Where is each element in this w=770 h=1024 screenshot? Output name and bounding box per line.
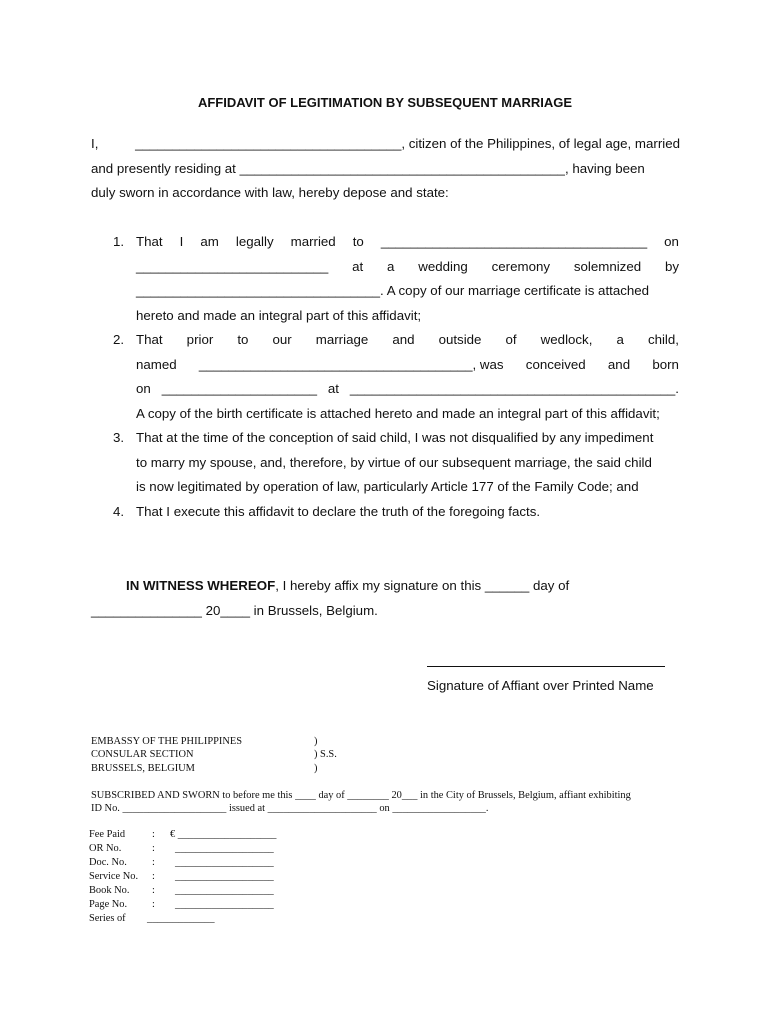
item-text: on bbox=[136, 381, 151, 396]
fee-colon: : bbox=[152, 843, 155, 854]
witness-text: , I hereby affix my signature on this ______ day of bbox=[275, 578, 570, 593]
venue-bracket-1: ) bbox=[314, 736, 318, 747]
fee-label: Service No. bbox=[89, 871, 139, 882]
item-text: born bbox=[652, 356, 679, 372]
item-number: 2. bbox=[113, 332, 125, 347]
item-text: married bbox=[290, 234, 336, 249]
item-3-line-1 bbox=[136, 430, 653, 445]
venue-line-1: EMBASSY OF THE PHILIPPINES bbox=[91, 736, 242, 747]
item-text: wedding bbox=[418, 258, 468, 274]
item-text: wedlock, bbox=[540, 332, 593, 347]
venue-line-2: CONSULAR SECTION bbox=[91, 749, 194, 760]
item-text: named bbox=[136, 356, 177, 372]
item-text: to marry my spouse, and, therefore, by virtue of our subsequent marriage, the said child bbox=[136, 454, 652, 470]
item-text: at bbox=[352, 258, 364, 274]
item-text: __________________________ bbox=[136, 258, 329, 274]
item-text: solemnized bbox=[573, 258, 642, 274]
item-2-line-3 bbox=[136, 381, 679, 396]
fee-value: ___________________ bbox=[175, 885, 274, 896]
item-text: our bbox=[272, 332, 292, 347]
item-text: to bbox=[352, 234, 364, 249]
item-text: marriage bbox=[315, 332, 369, 347]
fee-colon: : bbox=[152, 829, 155, 840]
fee-colon: : bbox=[152, 885, 155, 896]
signature-line bbox=[427, 666, 665, 667]
jurat-line-1: SUBSCRIBED AND SWORN to before me this ____ day of ________ 20___ in the City of Brussels, Belgium, affiant exhibiting bbox=[91, 790, 631, 801]
fee-value: ___________________ bbox=[175, 857, 274, 868]
intro-line-3: duly sworn in accordance with law, hereby depose and state: bbox=[91, 185, 449, 200]
item-3-line-2 bbox=[136, 455, 652, 470]
item-text: child, bbox=[647, 332, 679, 347]
series-value: _____________ bbox=[147, 913, 215, 924]
item-text: a bbox=[616, 332, 624, 347]
intro-line-2: and presently residing at ____________________________________________, having been bbox=[91, 161, 645, 176]
witness-heading: IN WITNESS WHEREOF bbox=[126, 578, 276, 593]
item-text: hereto and made an integral part of this affidavit; bbox=[136, 307, 422, 323]
item-text: ____________________________________ bbox=[380, 234, 648, 249]
fee-label: Fee Paid bbox=[89, 829, 126, 840]
item-text: am bbox=[200, 234, 219, 249]
item-4-line-1 bbox=[136, 504, 540, 519]
item-text: A copy of the birth certificate is attached hereto and made an integral part of this affidavit; bbox=[136, 405, 660, 421]
item-2-line-2 bbox=[136, 357, 679, 372]
item-1-line-1 bbox=[136, 234, 679, 249]
item-1-line-3 bbox=[136, 283, 649, 298]
item-1-line-2 bbox=[136, 259, 679, 274]
item-text: prior bbox=[186, 332, 214, 347]
item-3-line-3 bbox=[136, 479, 639, 494]
item-2-line-1 bbox=[136, 332, 679, 347]
signature-label: Signature of Affiant over Printed Name bbox=[427, 678, 654, 693]
item-text: ____________________________________________. bbox=[349, 381, 679, 396]
item-text: on bbox=[664, 234, 679, 249]
witness-line-2: _______________ 20____ in Brussels, Belgium. bbox=[91, 603, 378, 618]
item-text: at bbox=[327, 381, 339, 396]
item-1-line-4 bbox=[136, 308, 421, 323]
item-text: outside bbox=[438, 332, 482, 347]
item-2-line-4 bbox=[136, 406, 660, 421]
item-text: _____________________ bbox=[161, 381, 317, 396]
item-text: legally bbox=[235, 234, 274, 249]
series-label: Series of bbox=[89, 913, 126, 924]
item-text: to bbox=[237, 332, 249, 347]
item-text: is now legitimated by operation of law, particularly Article 177 of the Family Code; and bbox=[136, 479, 639, 494]
witness-line-1 bbox=[126, 578, 569, 593]
item-text: and bbox=[392, 332, 415, 347]
item-text: _________________________________. A copy of our marriage certificate is attached bbox=[136, 283, 650, 298]
intro-name-field: ____________________________________, citizen of the Philippines, of legal age, married bbox=[135, 136, 680, 151]
item-number: 1. bbox=[113, 234, 125, 249]
fee-value: ___________________ bbox=[175, 843, 274, 854]
item-text: That bbox=[136, 332, 163, 347]
fee-value: ___________________ bbox=[175, 899, 274, 910]
fee-label: Page No. bbox=[89, 899, 128, 910]
fee-colon: : bbox=[152, 899, 155, 910]
item-text: I bbox=[179, 234, 184, 249]
intro-line-1 bbox=[91, 136, 680, 151]
fee-label: OR No. bbox=[89, 843, 122, 854]
fee-label: Doc. No. bbox=[89, 857, 127, 868]
item-text: a bbox=[387, 258, 395, 274]
venue-line-3: BRUSSELS, BELGIUM bbox=[91, 763, 195, 774]
document-title: AFFIDAVIT OF LEGITIMATION BY SUBSEQUENT MARRIAGE bbox=[197, 95, 573, 110]
fee-colon: : bbox=[152, 871, 155, 882]
venue-bracket-3: ) bbox=[314, 763, 318, 774]
item-text: by bbox=[664, 258, 679, 274]
item-number: 4. bbox=[113, 504, 125, 519]
intro-pronoun: I, bbox=[91, 136, 99, 151]
jurat-line-2: ID No. ____________________ issued at _____________________ on __________________. bbox=[91, 803, 489, 814]
item-text: and bbox=[607, 356, 631, 372]
item-text: That at the time of the conception of said child, I was not disqualified by any impediment bbox=[136, 430, 654, 445]
item-text: That I execute this affidavit to declare the truth of the foregoing facts. bbox=[136, 504, 541, 519]
item-text: That bbox=[136, 234, 163, 249]
venue-ss: ) S.S. bbox=[314, 749, 337, 760]
item-text: _____________________________________, was bbox=[198, 356, 504, 372]
fee-colon: : bbox=[152, 857, 155, 868]
item-text: of bbox=[505, 332, 517, 347]
fee-label: Book No. bbox=[89, 885, 130, 896]
fee-value: € ___________________ bbox=[170, 829, 277, 840]
item-text: conceived bbox=[525, 356, 586, 372]
fee-value: ___________________ bbox=[175, 871, 274, 882]
item-text: ceremony bbox=[491, 258, 551, 274]
item-number: 3. bbox=[113, 430, 125, 445]
